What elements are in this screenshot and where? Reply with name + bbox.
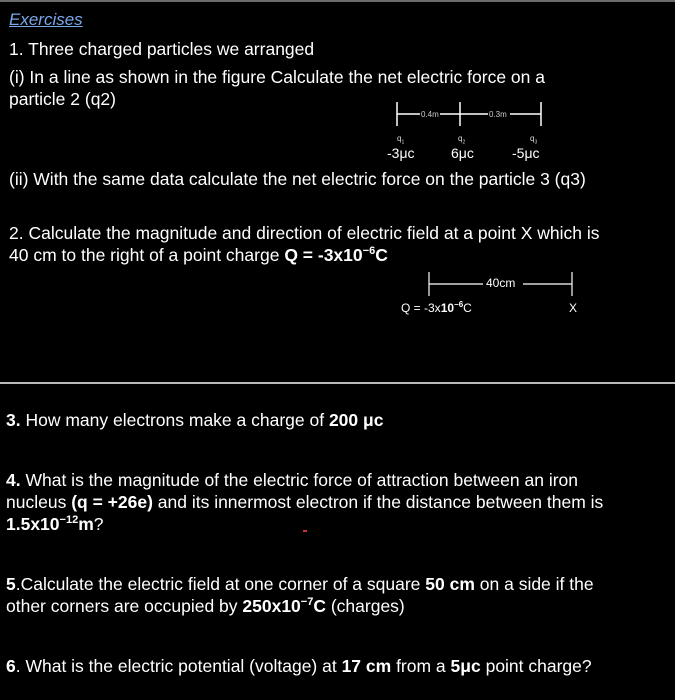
q3-text: 3. How many electrons make a charge of 200 μc (6, 410, 384, 430)
dist1-label: 0.4m (421, 110, 439, 119)
dist2-label: 0.3m (489, 110, 507, 119)
q4-line3: $1.5x10^{-12}m$? (6, 514, 104, 534)
charge1-value: -3μc (387, 145, 415, 161)
q3-symbol: $q_3$ (530, 134, 538, 146)
q1-symbol: $q_1$ (397, 134, 405, 146)
q6-text: 6. What is the electric potential (voltage) at 17 cm from a 5μc point charge? (6, 656, 592, 676)
point-x-label: X (569, 301, 578, 315)
q1-line3: particle 2 (q2) (9, 89, 116, 109)
distance-label: 40cm (486, 276, 516, 290)
charge3-value: -5μc (512, 145, 540, 161)
charge2-value: 6μc (451, 145, 474, 161)
charge-Q-label: $Q = -3x10^{-6}C$ (401, 300, 472, 315)
exercises-title: Exercises (9, 10, 83, 29)
q5-line2: other corners are occupied by $250x10^{-7}C$ (charges) (6, 596, 405, 616)
q1-line2: (i) In a line as shown in the figure Calculate the net electric force on a (9, 67, 545, 87)
red-mark (303, 530, 307, 532)
q1-charge-line-figure (380, 98, 560, 134)
q1-line1: 1. Three charged particles we arranged (9, 39, 315, 59)
q2-symbol: $q_2$ (458, 134, 466, 146)
q5-line1: 5.Calculate the electric field at one corner of a square 50 cm on a side if the (6, 574, 594, 594)
q4-line1: 4. What is the magnitude of the electric force of attraction between an iron (6, 470, 578, 490)
top-divider (0, 0, 675, 2)
q2-line1: 2. Calculate the magnitude and direction of electric field at a point X which is (9, 223, 600, 243)
section-divider (0, 382, 675, 384)
q4-line2: nucleus (q = +26e) and its innermost electron if the distance between them is (6, 492, 604, 512)
q2-line2: 40 cm to the right of a point charge $Q = -3x10^{-6}C$ (9, 245, 388, 265)
q1-part2: (ii) With the same data calculate the net electric force on the particle 3 (q3) (9, 169, 586, 189)
